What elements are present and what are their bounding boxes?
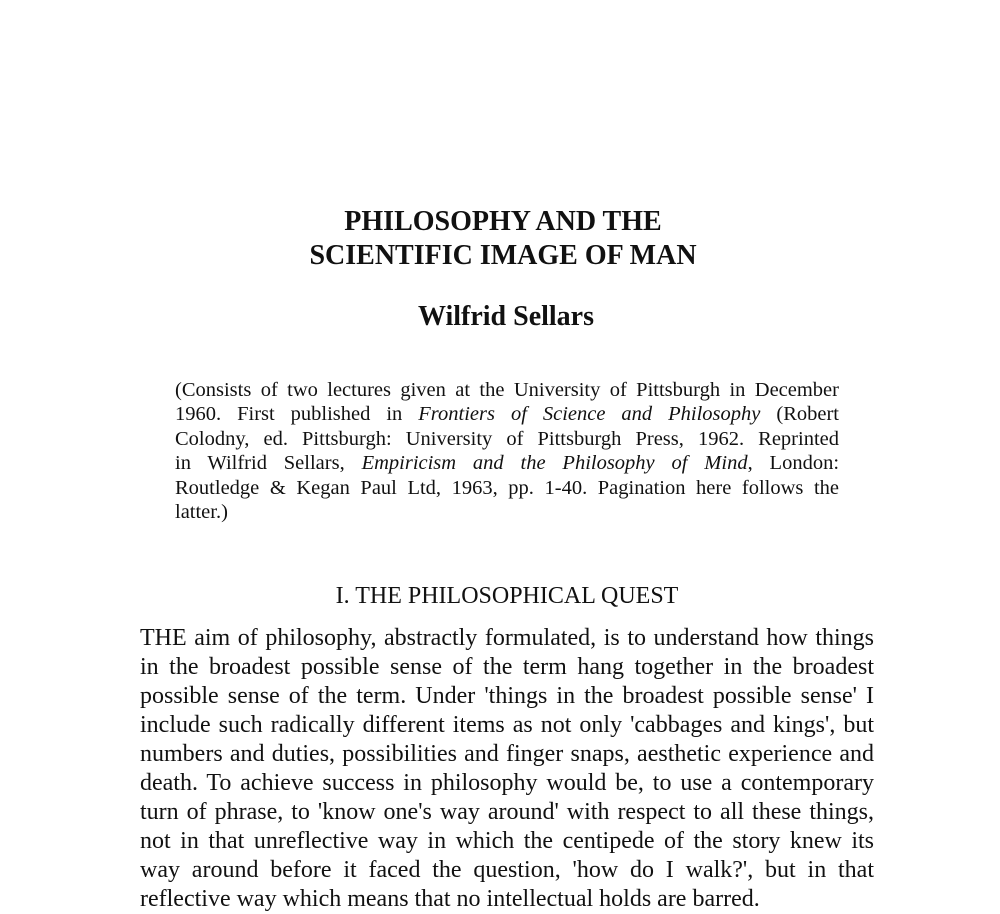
note-line [175,427,839,451]
body-line: not in that unreflective way in which the centipede of the story knew its [140,828,874,854]
note-line [175,402,839,426]
note-italic-title: Empiricism and the Philosophy of Mind [361,452,748,475]
body-line: way around before it faced the question, 'how do I walk?', but in that [140,857,874,883]
note-text: (Robert [760,403,839,426]
note-line [175,451,839,475]
body-line: in the broadest possible sense of the term hang together in the broadest [140,654,874,680]
section-heading: I. THE PHILOSOPHICAL QUEST [335,583,679,609]
note-text: (Consists of two lectures given at the University of Pittsburgh in December [175,379,839,401]
title-line-2: SCIENTIFIC IMAGE OF MAN [309,240,697,271]
title-line-1: PHILOSOPHY AND THE [344,206,662,237]
publication-note [175,378,839,524]
note-text: , London: [747,452,840,475]
document-title [0,205,1000,273]
author-name: Wilfrid Sellars [417,301,595,332]
body-line: THE aim of philosophy, abstractly formulated, is to understand how things [140,625,874,651]
note-line [175,378,839,402]
note-text: latter.) [175,501,228,524]
body-line: include such radically different items as not only 'cabbages and kings', but [140,712,874,738]
body-line: possible sense of the term. Under 'things in the broadest possible sense' I [140,683,874,709]
note-text: Routledge & Kegan Paul Ltd, 1963, pp. 1-40. Pagination here follows the [175,476,839,499]
body-line: reflective way which means that no intellectual holds are barred. [140,886,760,912]
body-line: turn of phrase, to 'know one's way around' with respect to all these things, [140,799,874,825]
note-text: Colodny, ed. Pittsburgh: University of Pittsburgh Press, 1962. Reprinted [175,427,839,450]
body-line: death. To achieve success in philosophy would be, to use a contemporary [140,770,874,796]
note-line [175,500,839,524]
body-line: numbers and duties, possibilities and finger snaps, aesthetic experience and [140,741,874,767]
note-italic-title: Frontiers of Science and Philosophy [418,403,761,426]
note-text: in Wilfrid Sellars, [175,452,362,475]
body-paragraph [140,624,874,914]
note-text: 1960. First published in [175,403,419,426]
note-line [175,476,839,500]
